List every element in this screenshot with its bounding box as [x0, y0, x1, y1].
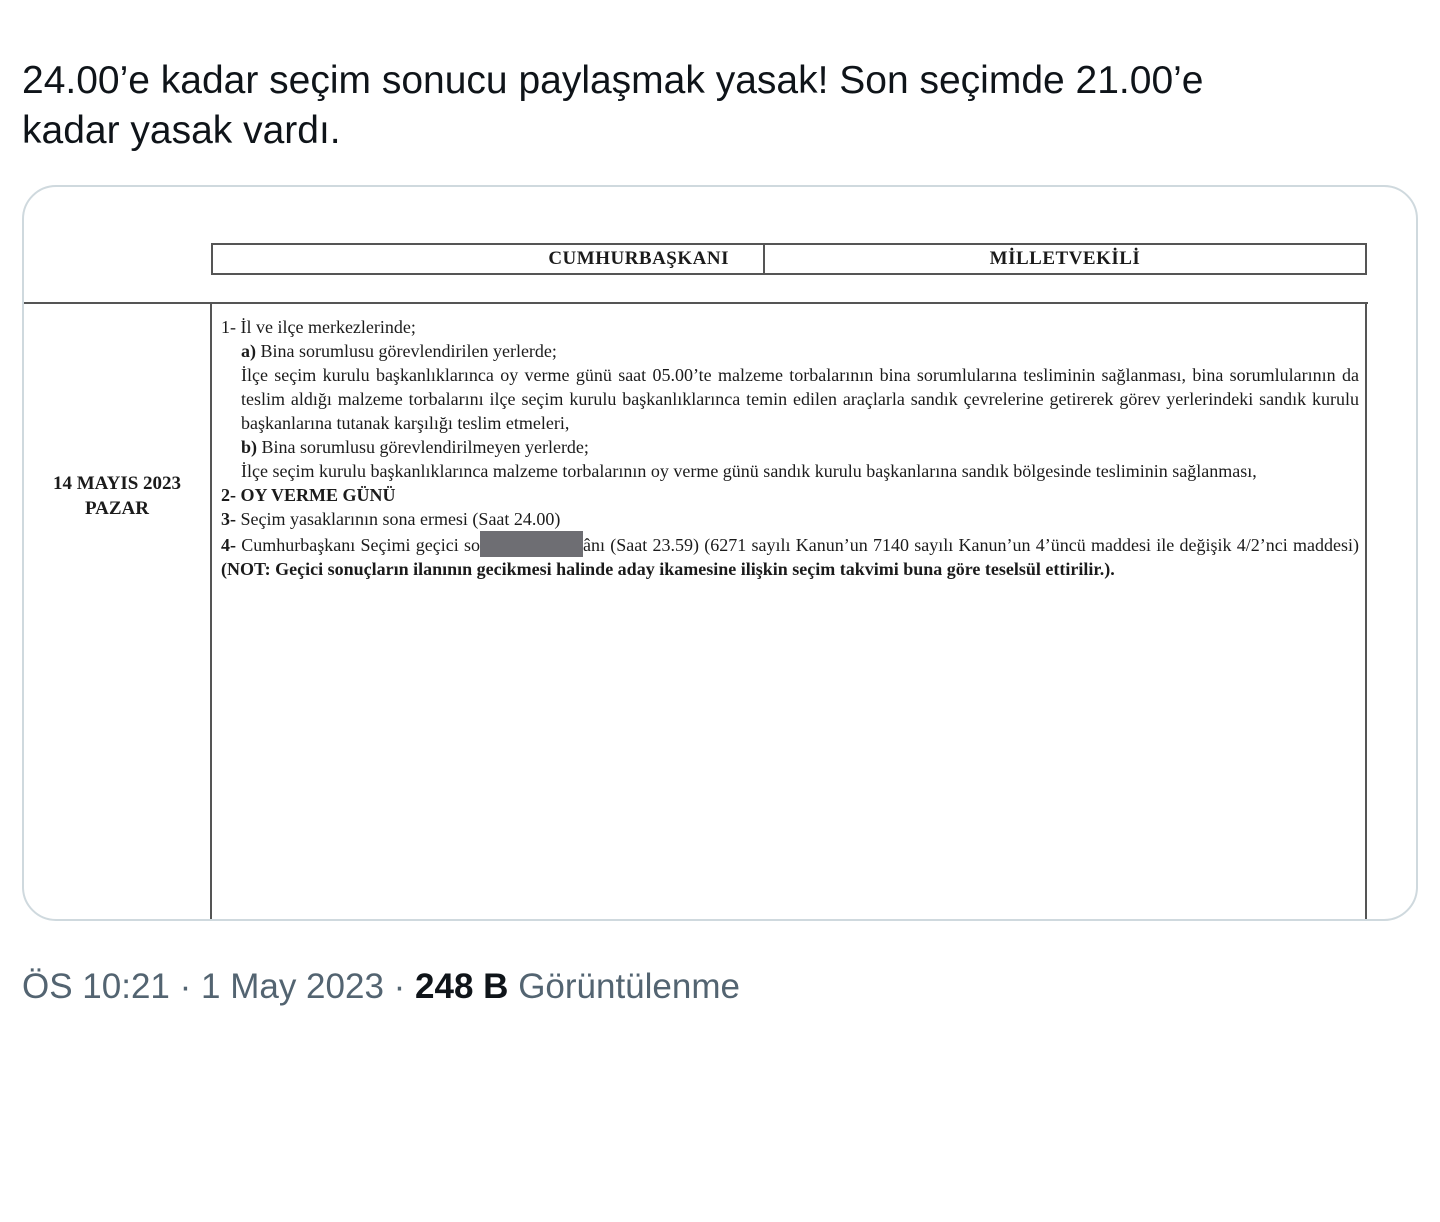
document-content [221, 315, 1359, 581]
item-1a-label: a) [241, 341, 256, 361]
item-4-number: 4- [221, 535, 236, 555]
item-2-text: 2- OY VERME GÜNÜ [221, 485, 396, 505]
item-3-text: Seçim yasaklarının sona ermesi (Saat 24.00) [240, 509, 561, 529]
item-3-secim-yasaklari [221, 507, 1359, 531]
item-1b-title [221, 435, 1359, 459]
election-calendar-document [24, 187, 1416, 919]
header-cumhurbaskani: CUMHURBAŞKANI [213, 245, 765, 273]
item-1b-title-text: Bina sorumlusu görevlendirilmeyen yerlerde; [261, 437, 589, 457]
item-1b-body: İlçe seçim kurulu başkanlıklarınca malzeme torbalarının oy verme günü sandık kurulu başkanlarına sandık bölgesinde tesliminin sağlanması, [241, 461, 1257, 481]
tweet-text [22, 56, 1412, 156]
document-header-table [211, 243, 1367, 275]
item-4-text-pre: Cumhurbaşkanı Seçimi geçici so [241, 535, 481, 555]
item-4-gecici-sonuclar [221, 531, 1359, 581]
tweet-metadata [22, 964, 740, 1010]
item-2-oy-verme-gunu [221, 483, 1359, 507]
date-line: 14 MAYIS 2023 [52, 473, 182, 494]
item-1a-body: İlçe seçim kurulu başkanlıklarınca oy verme günü saat 05.00’te malzeme torbalarının bina sorumlularına tesliminin sağlanması, bina sorumlularının da teslim aldığı malzeme torbalarını ilçe seçim kurulu başkanlıklarınca temin edilen araçlarla sandık çevrelerine getirerek görev yerlerindeki sandık kurulu başkanlarına tutanak karşılığı teslim etmeleri, [241, 365, 1359, 433]
item-1a-title [221, 339, 1359, 363]
date-cell [24, 471, 210, 521]
tweet-text-line-1: 24.00’e kadar seçim sonucu paylaşmak yasak! Son seçimde 21.00’e [22, 59, 1204, 102]
item-1b-label: b) [241, 437, 258, 457]
item-3-number: 3- [221, 509, 236, 529]
tweet-date[interactable]: 1 May 2023 [201, 967, 384, 1006]
table-row-divider [24, 302, 1368, 304]
redaction-box [480, 531, 583, 557]
item-1-title: 1- İl ve ilçe merkezlerinde; [221, 317, 416, 337]
weekday-line: PAZAR [84, 498, 150, 519]
table-column-divider [210, 302, 212, 921]
views-count: 248 B [415, 967, 509, 1006]
views-label: Görüntülenme [518, 967, 740, 1006]
item-4-text-post: ânı (Saat 23.59) (6271 sayılı Kanun’un 7140 sayılı Kanun’un 4’üncü maddesi ile değişik 4/2’nci maddesi) [583, 535, 1360, 555]
separator-dot: · [393, 967, 406, 1006]
item-1a-title-text: Bina sorumlusu görevlendirilen yerlerde; [260, 341, 557, 361]
item-4-note: (NOT: Geçici sonuçların ilanının gecikmesi halinde aday ikamesine ilişkin seçim takvimi buna göre teselsül ettirilir.). [221, 559, 1115, 579]
table-right-border [1365, 302, 1367, 921]
tweet-media-image[interactable] [22, 185, 1418, 921]
separator-dot: · [179, 967, 192, 1006]
tweet-time[interactable]: ÖS 10:21 [22, 967, 170, 1006]
header-milletvekili: MİLLETVEKİLİ [989, 248, 1141, 269]
tweet-text-line-2: kadar yasak vardı. [22, 109, 341, 152]
